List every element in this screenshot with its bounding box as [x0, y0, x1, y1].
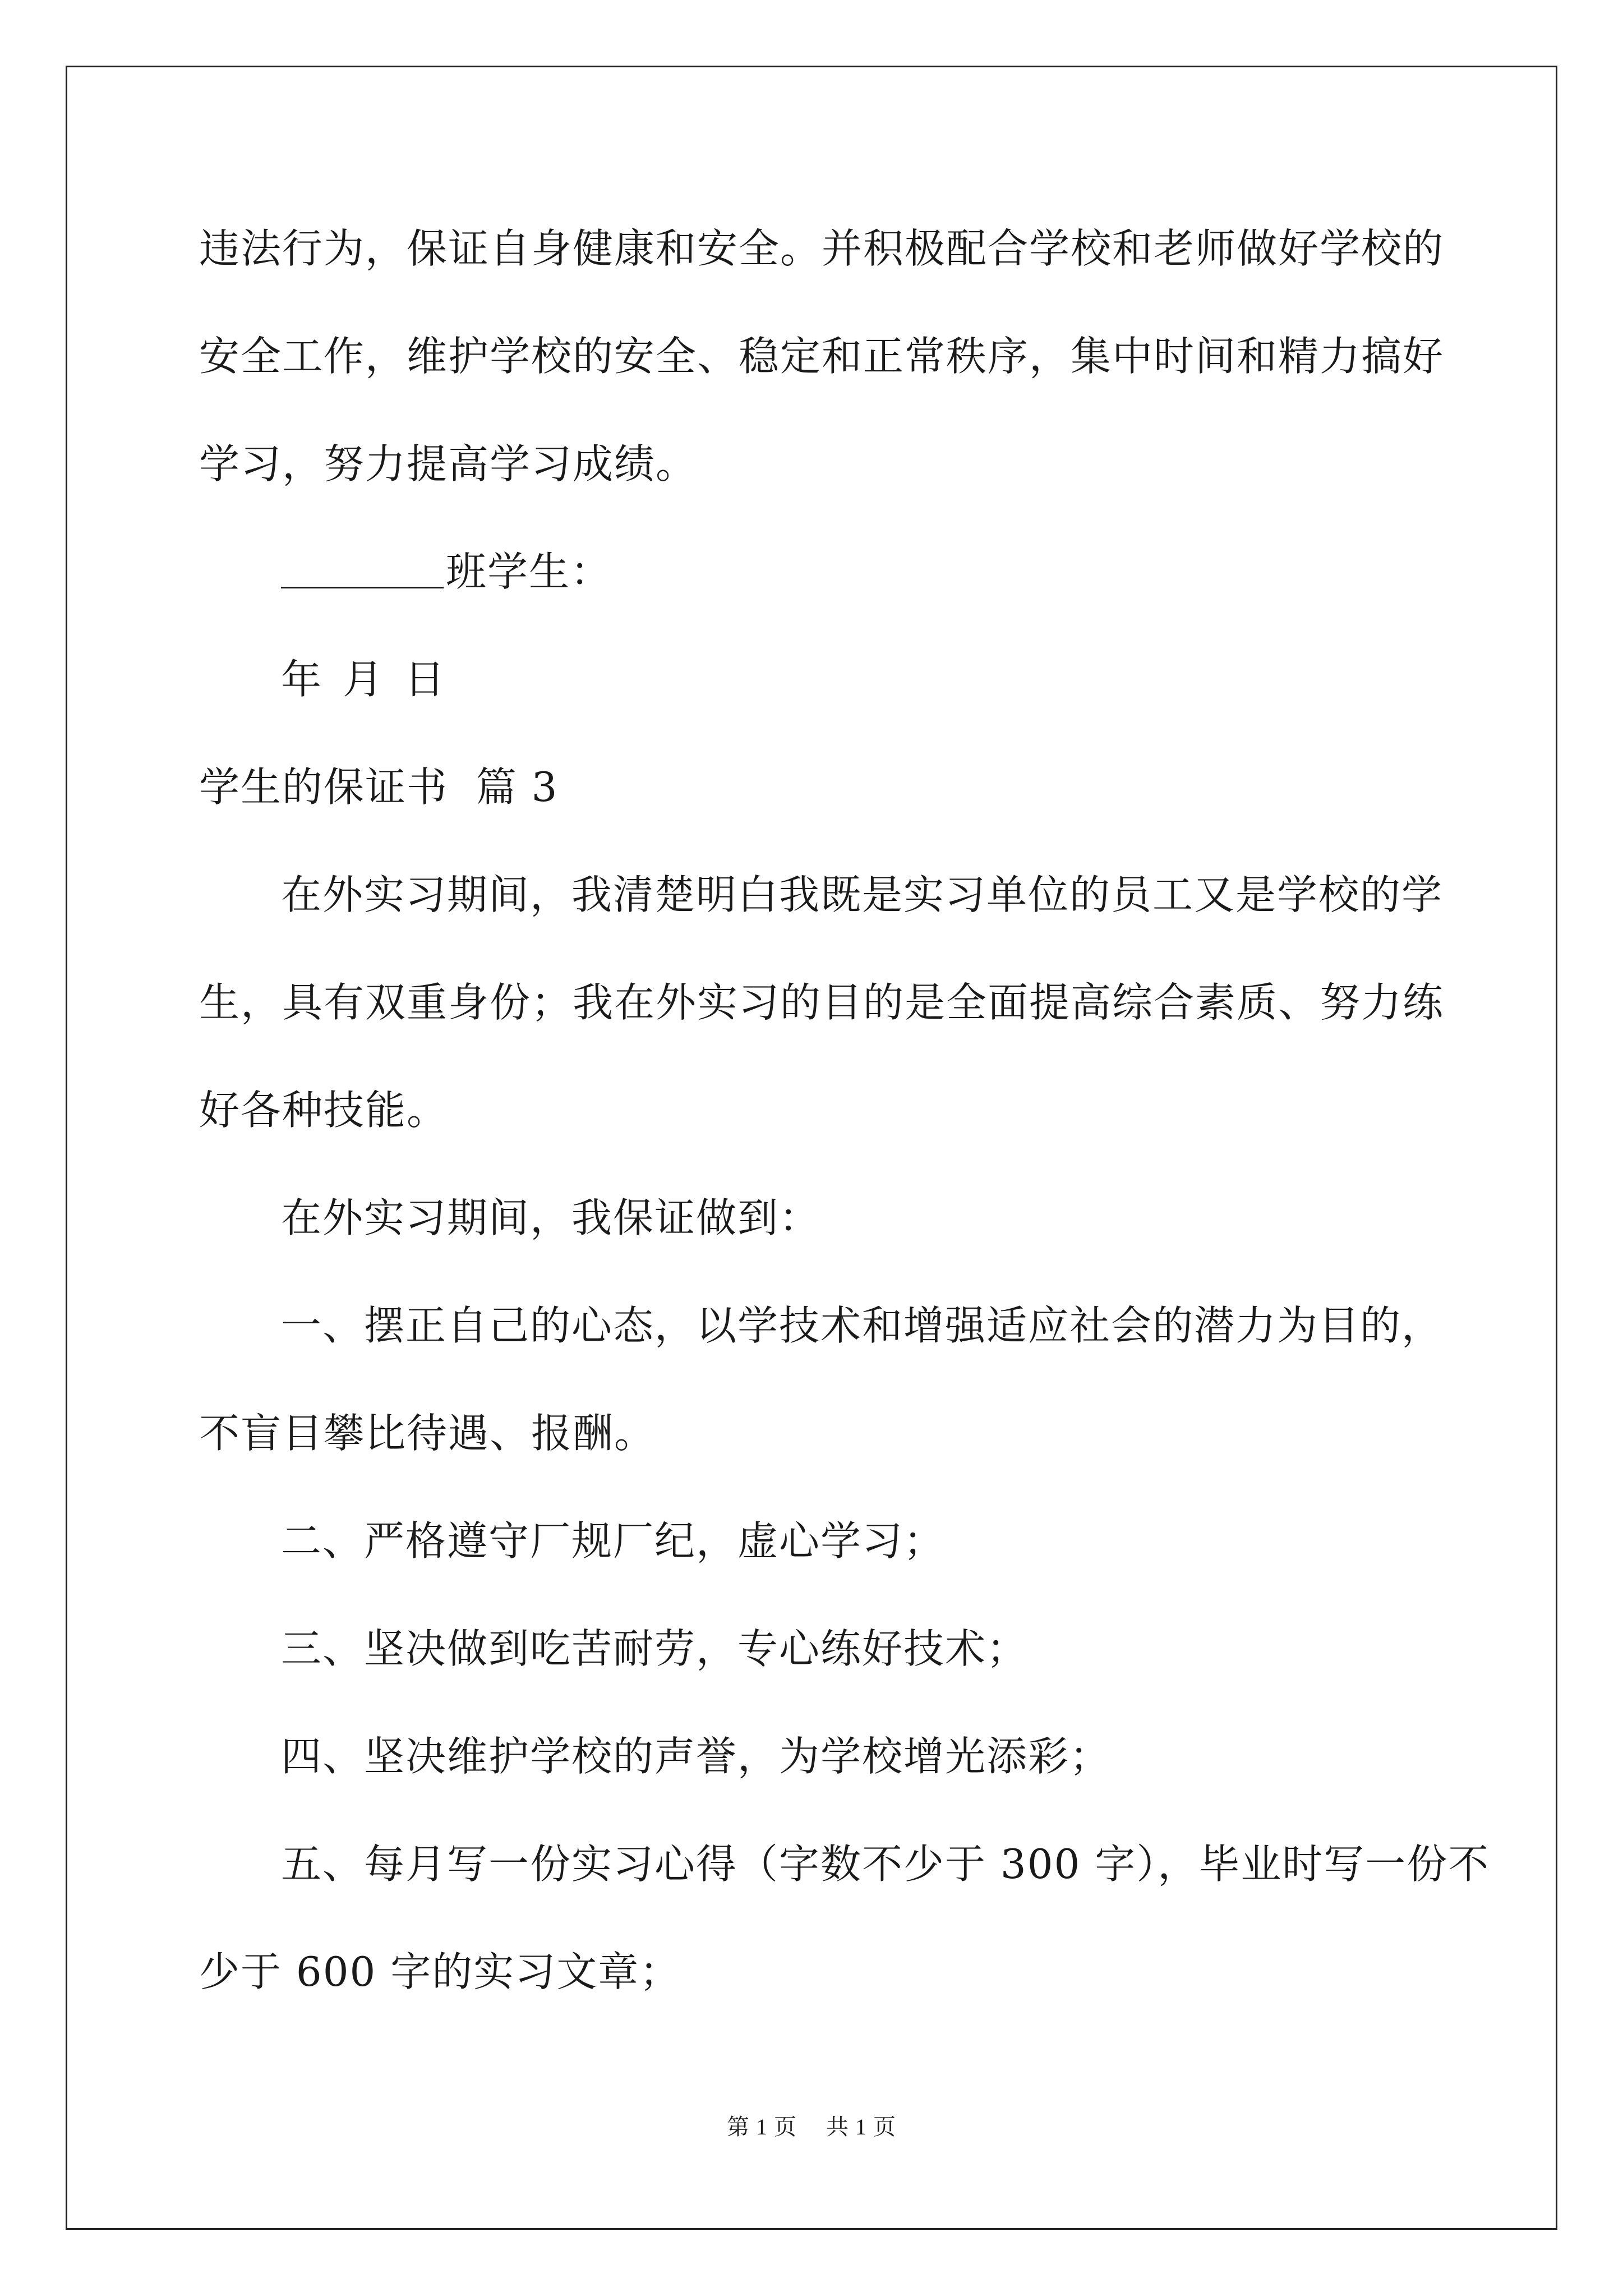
body-line-3: 学习，努力提高学习成绩。 — [199, 440, 698, 487]
class-name-blank — [281, 536, 444, 588]
pledge-item-1-line-2: 不盲目攀比待遇、报酬。 — [199, 1410, 656, 1457]
pledge-item-3: 三、坚决做到吃苦耐劳，专心练好技术； — [281, 1625, 1029, 1672]
section-heading: 学生的保证书 篇 3 — [199, 763, 559, 811]
pledge-item-5-line-2: 少于 600 字的实习文章； — [199, 1948, 681, 1995]
page-number-total: 共 1 页 — [826, 2114, 896, 2139]
pledge-item-4: 四、坚决维护学校的声誉，为学校增光添彩； — [281, 1733, 1112, 1780]
class-student-label: 班学生： — [446, 548, 612, 595]
pledge-intro: 在外实习期间，我保证做到： — [281, 1194, 821, 1241]
page-footer — [0, 2109, 1623, 2141]
date-year: 年 — [281, 656, 323, 703]
pledge-item-2: 二、严格遵守厂规厂纪，虚心学习； — [281, 1517, 946, 1565]
pledge-item-1-line-1: 一、摆正自己的心态，以学技术和增强适应社会的潜力为目的， — [281, 1302, 1444, 1349]
body-line-2: 安全工作，维护学校的安全、稳定和正常秩序，集中时间和精力搞好 — [199, 333, 1445, 380]
document-body — [199, 213, 1490, 2044]
pledge-item-5-line-1: 五、每月写一份实习心得（字数不少于 300 字），毕业时写一份不 — [281, 1841, 1490, 1888]
date-month: 月 — [343, 656, 385, 703]
intro-line-1: 在外实习期间，我清楚明白我既是实习单位的员工又是学校的学 — [281, 871, 1444, 918]
date-day: 日 — [404, 656, 446, 703]
intro-line-3: 好各种技能。 — [199, 1087, 449, 1134]
intro-line-2: 生，具有双重身份；我在外实习的目的是全面提高综合素质、努力练 — [199, 979, 1445, 1026]
page-number-current: 第 1 页 — [727, 2114, 797, 2139]
date-line — [199, 644, 1433, 752]
body-line-1: 违法行为，保证自身健康和安全。并积极配合学校和老师做好学校的 — [199, 225, 1445, 272]
signature-line — [199, 536, 1433, 644]
